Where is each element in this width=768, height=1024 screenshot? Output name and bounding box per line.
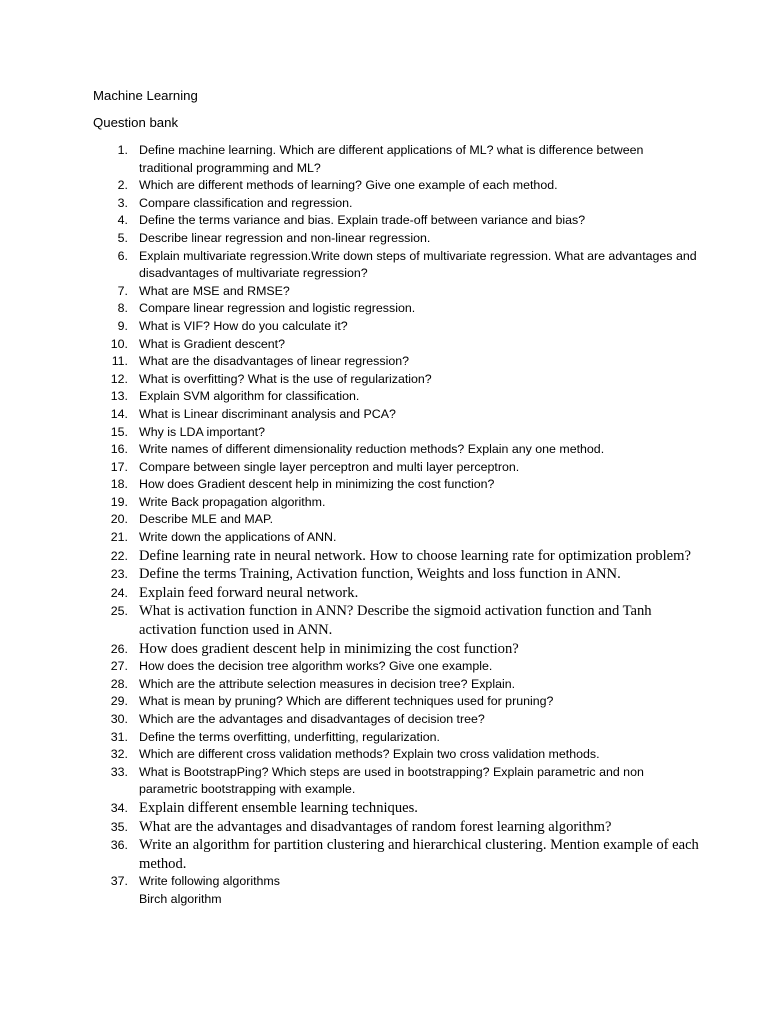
- question-text: Write names of different dimensionality reduction methods? Explain any one method.: [139, 442, 605, 457]
- question-number: 8.: [117, 301, 128, 316]
- question-text: What are the disadvantages of linear regression?: [139, 354, 409, 369]
- question-number: 16.: [110, 442, 128, 457]
- question-number: 10.: [110, 336, 128, 351]
- question-text: Compare between single layer perceptron and multi layer perceptron.: [139, 459, 520, 474]
- question-item: [0, 336, 699, 354]
- question-text: What is Linear discriminant analysis and PCA?: [139, 406, 396, 421]
- question-text: What is mean by pruning? Which are different techniques used for pruning?: [139, 694, 554, 709]
- question-text: Define the terms Training, Activation function, Weights and loss function in ANN.: [139, 566, 621, 583]
- question-text: What is VIF? How do you calculate it?: [139, 318, 348, 333]
- question-item: [0, 494, 699, 512]
- question-number: 4.: [117, 213, 128, 228]
- question-item: [0, 764, 699, 799]
- question-number: 23.: [110, 567, 128, 582]
- question-number: 6.: [117, 248, 128, 263]
- question-item: [0, 547, 699, 566]
- question-text: Explain feed forward neural network.: [139, 584, 359, 601]
- question-item: [0, 441, 699, 459]
- question-text: Define machine learning. Which are different applications of ML? what is difference between traditional programming and ML?: [139, 143, 644, 175]
- question-item: [0, 565, 699, 584]
- question-item: [0, 459, 699, 477]
- question-item: [0, 353, 699, 371]
- question-item: [0, 142, 699, 177]
- question-number: 18.: [110, 477, 128, 492]
- question-number: 2.: [117, 178, 128, 193]
- question-text: How does Gradient descent help in minimizing the cost function?: [139, 477, 495, 492]
- question-item: [0, 729, 699, 747]
- question-number: 19.: [110, 494, 128, 509]
- question-item: [0, 318, 699, 336]
- question-text: Which are different cross validation methods? Explain two cross validation methods.: [139, 747, 600, 762]
- question-item: [0, 602, 699, 639]
- question-number: 26.: [110, 641, 128, 656]
- question-item: [0, 818, 699, 837]
- question-item: [0, 177, 699, 195]
- question-text: Explain different ensemble learning techniques.: [139, 799, 418, 816]
- question-item: [0, 529, 699, 547]
- question-text: Define the terms overfitting, underfitting, regularization.: [139, 729, 440, 744]
- question-text: Which are different methods of learning? Give one example of each method.: [139, 178, 558, 193]
- question-number: 31.: [110, 729, 128, 744]
- question-number: 22.: [110, 548, 128, 563]
- question-number: 3.: [117, 195, 128, 210]
- question-text: What is overfitting? What is the use of regularization?: [139, 371, 432, 386]
- question-text: Explain multivariate regression.Write down steps of multivariate regression. What are advantages and disadvantages of multivariate regression?: [139, 248, 697, 281]
- question-item: [0, 693, 699, 711]
- document-subtitle: Question bank: [93, 115, 179, 130]
- question-number: 5.: [117, 230, 128, 245]
- question-item: [0, 799, 699, 818]
- question-list: [0, 142, 768, 909]
- question-item: [0, 511, 699, 529]
- question-text: Why is LDA important?: [139, 424, 266, 439]
- question-number: 7.: [117, 283, 128, 298]
- question-text: Compare classification and regression.: [139, 195, 353, 210]
- question-number: 20.: [110, 512, 128, 527]
- question-item: [0, 873, 699, 908]
- question-text: Write down the applications of ANN.: [139, 530, 337, 545]
- question-text: What is activation function in ANN? Describe the sigmoid activation function and Tanh activation function used in ANN.: [139, 603, 652, 639]
- question-number: 13.: [110, 389, 128, 404]
- question-item: [0, 300, 699, 318]
- question-text: Describe MLE and MAP.: [139, 512, 274, 527]
- question-item: [0, 248, 699, 283]
- question-item: [0, 283, 699, 301]
- question-item: [0, 388, 699, 406]
- question-text: Define the terms variance and bias. Explain trade-off between variance and bias?: [139, 213, 586, 228]
- question-item: [0, 406, 699, 424]
- question-number: 35.: [110, 819, 128, 834]
- question-number: 1.: [117, 143, 128, 157]
- question-number: 34.: [110, 800, 128, 815]
- question-number: 15.: [110, 424, 128, 439]
- question-number: 29.: [110, 694, 128, 709]
- question-number: 12.: [110, 371, 128, 386]
- question-text: What is BootstrapPing? Which steps are used in bootstrapping? Explain parametric and non parametric bootstrapping with example.: [139, 764, 644, 797]
- question-text: How does gradient descent help in minimizing the cost function?: [139, 640, 519, 657]
- question-number: 27.: [110, 659, 128, 674]
- question-number: 25.: [110, 604, 128, 619]
- question-item: [0, 711, 699, 729]
- question-number: 37.: [110, 874, 128, 889]
- question-text: What is Gradient descent?: [139, 336, 286, 351]
- question-item: [0, 424, 699, 442]
- question-number: 32.: [110, 747, 128, 762]
- question-item: [0, 676, 699, 694]
- question-item: [0, 195, 699, 213]
- question-number: 11.: [111, 354, 128, 369]
- question-number: 21.: [110, 530, 128, 545]
- question-item: [0, 836, 699, 873]
- question-number: 28.: [110, 676, 128, 691]
- question-text: Which are the attribute selection measures in decision tree? Explain.: [139, 676, 516, 691]
- question-number: 30.: [110, 712, 128, 726]
- question-item: [0, 230, 699, 248]
- question-number: 9.: [117, 318, 128, 333]
- question-item: [0, 746, 699, 764]
- question-item: [0, 658, 699, 676]
- question-number: 36.: [110, 838, 128, 853]
- question-text: Which are the advantages and disadvantages of decision tree?: [139, 712, 485, 726]
- question-item: [0, 212, 699, 230]
- question-number: 17.: [110, 459, 128, 474]
- document-title: Machine Learning: [93, 88, 198, 103]
- question-text: How does the decision tree algorithm works? Give one example.: [139, 659, 493, 674]
- question-text: Compare linear regression and logistic regression.: [139, 301, 416, 316]
- question-text: Describe linear regression and non-linear regression.: [139, 230, 431, 245]
- question-text: Define learning rate in neural network. How to choose learning rate for optimization problem?: [139, 547, 691, 564]
- question-text: Write Back propagation algorithm.: [139, 494, 326, 509]
- question-number: 14.: [110, 406, 128, 421]
- question-item: [0, 476, 699, 494]
- question-item: [0, 640, 699, 659]
- question-subitem: Birch algorithm: [139, 891, 222, 906]
- question-text: Write following algorithms: [139, 874, 280, 889]
- question-item: [0, 584, 699, 603]
- question-text: What are the advantages and disadvantages of random forest learning algorithm?: [139, 818, 612, 835]
- question-text: What are MSE and RMSE?: [139, 283, 290, 298]
- question-number: 24.: [110, 585, 128, 600]
- question-text: Explain SVM algorithm for classification.: [139, 389, 360, 404]
- question-item: [0, 371, 699, 389]
- question-text: Write an algorithm for partition clustering and hierarchical clustering. Mention example of each method.: [139, 837, 699, 872]
- question-number: 33.: [110, 764, 128, 779]
